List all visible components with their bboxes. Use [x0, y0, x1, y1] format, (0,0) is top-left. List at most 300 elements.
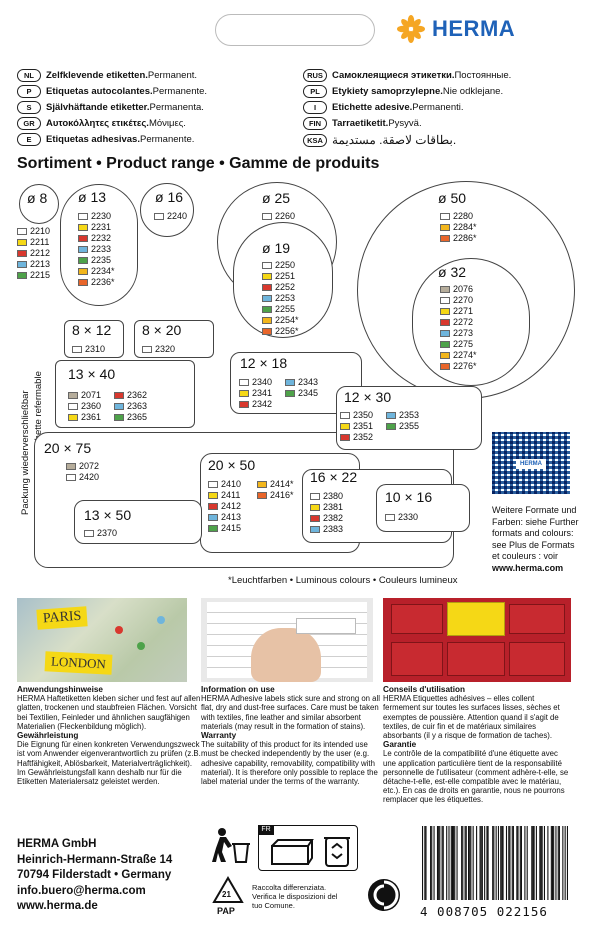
- color-swatch: [78, 235, 88, 242]
- color-swatch: [262, 317, 272, 324]
- color-swatch: [114, 414, 124, 421]
- article-number: [440, 233, 477, 243]
- article-code: 2254*: [275, 315, 299, 325]
- article-code: 2351: [353, 421, 374, 431]
- color-swatch: [208, 525, 218, 532]
- color-swatch: [440, 286, 450, 293]
- article-number: [68, 390, 101, 400]
- language-line: [17, 117, 186, 130]
- barcode-bar: [473, 826, 474, 900]
- article-code: 2342: [252, 399, 273, 409]
- barcode-bar: [470, 826, 471, 900]
- barcode-bar: [540, 826, 541, 900]
- barcode-bar: [466, 826, 467, 900]
- language-label: بطاقات لاصقة. مستديمة.: [332, 133, 457, 147]
- article-code: 2284*: [453, 222, 477, 232]
- barcode-bar: [492, 826, 493, 900]
- warranty-text: The suitability of this product for its intended use must be checked independently by the user (e.g. adhesive capability, removability, compatibility with material). It is therefore only possible to replace the label material under the terms of the warranty.: [201, 740, 378, 787]
- article-code: 2240: [167, 211, 188, 221]
- article-code: 2270: [453, 295, 474, 305]
- color-swatch: [262, 213, 272, 220]
- barcode-bar: [451, 826, 452, 900]
- hang-tab: [215, 14, 375, 46]
- barcode-bar: [553, 826, 554, 900]
- barcode-bar: [446, 826, 447, 900]
- barcode-bar: [531, 826, 532, 900]
- format-label: 20 × 75: [44, 440, 92, 456]
- color-swatch: [310, 526, 320, 533]
- article-code: 2353: [399, 410, 420, 420]
- barcode-bar: [539, 826, 540, 900]
- article-number: [68, 412, 101, 422]
- article-number: [285, 388, 318, 398]
- color-swatch: [440, 363, 450, 370]
- color-swatch: [208, 514, 218, 521]
- article-number: [17, 259, 50, 269]
- language-label-bold: Etiquetas adhesivas.: [46, 134, 140, 145]
- article-code: 2414*: [270, 479, 294, 489]
- photo-label-paris: PARIS: [36, 606, 88, 629]
- article-number: [262, 211, 295, 221]
- usage-col-en: [201, 685, 386, 786]
- barcode-bar: [469, 826, 470, 900]
- color-swatch: [285, 390, 295, 397]
- language-line: [303, 101, 464, 114]
- photo-hand-labels: [201, 598, 373, 682]
- article-code: 2252: [275, 282, 296, 292]
- color-swatch: [78, 224, 88, 231]
- article-number: [386, 421, 419, 431]
- language-code-badge: FIN: [303, 117, 327, 130]
- article-number: [208, 501, 241, 511]
- article-code: 2380: [323, 491, 344, 501]
- barcode-bar: [488, 826, 489, 900]
- article-code: 2255: [275, 304, 296, 314]
- street: Heinrich-Hermann-Straße 14: [17, 853, 173, 866]
- article-code: 2343: [298, 377, 319, 387]
- photo-label-london: LONDON: [45, 651, 113, 674]
- barcode: [420, 826, 572, 902]
- barcode-bar: [422, 826, 423, 900]
- format-label: 16 × 22: [310, 469, 358, 485]
- article-number: [440, 295, 473, 305]
- format-label: ø 16: [155, 189, 184, 205]
- color-swatch: [17, 272, 27, 279]
- color-swatch: [208, 503, 218, 510]
- usage-col-de: [17, 685, 202, 786]
- article-code: 2410: [221, 479, 242, 489]
- barcode-bar: [457, 826, 458, 900]
- article-number: [208, 512, 241, 522]
- article-number: [440, 211, 473, 221]
- usage-text: HERMA Adhesive labels stick sure and strong on all flat, dry and dust-free surfaces. Care must be taken with textiles, fine leather and similar absorbent materials (may result in the formation of stains).: [201, 694, 380, 731]
- language-label-bold: Самоклеящиеся этикетки.: [332, 70, 455, 81]
- barcode-bar: [558, 826, 559, 900]
- warranty-text: Die Eignung für einen konkreten Verwendungszweck ist vom Anwender eigenverantwortlich zu prüfen (z.B. Haftfähigkeit, Ablösbarkeit, Materialverträglichkeit). Im Gewährleistungsfall kann deshalb nur für die Etiketten Materialersatz geleistet werden.: [17, 740, 201, 787]
- barcode-bar: [498, 826, 499, 900]
- color-swatch: [285, 379, 295, 386]
- article-code: 2232: [91, 233, 112, 243]
- barcode-bar: [527, 826, 528, 900]
- barcode-bar: [424, 826, 425, 900]
- address-block: [17, 837, 172, 915]
- usage-text: HERMA Etiquettes adhésives – elles collent fermement sur toutes les surfaces lisses, sèches et exemptes de poussière. Attention quand il s'agit de textiles, de cuir fin et de matériaux similaires absorbants (il y a risque de formation de taches).: [383, 694, 560, 741]
- recycle-bin-icon: [322, 834, 352, 868]
- barcode-bar: [425, 826, 426, 900]
- article-code: 2272: [453, 317, 474, 327]
- recycle-note: Raccolta differenziata. Verifica le disposizioni del tuo Comune.: [252, 883, 338, 910]
- barcode-bar: [442, 826, 443, 900]
- color-swatch: [262, 295, 272, 302]
- article-number: [208, 523, 241, 533]
- barcode-bar: [512, 826, 513, 900]
- barcode-bar: [452, 826, 453, 900]
- usage-text: HERMA Haftetiketten kleben sicher und fest auf allen glatten, trockenen und staubfreien Flächen. Vorsicht bei Textilien, Feinleder und ähnlichen saugfähigen Materialien (Fleckenbildung möglich).: [17, 694, 201, 731]
- language-label-bold: Självhäftande etiketter.: [46, 102, 150, 113]
- article-number: [440, 339, 473, 349]
- article-number: [262, 282, 295, 292]
- article-number: [262, 271, 295, 281]
- article-number: [340, 410, 373, 420]
- color-swatch: [440, 352, 450, 359]
- article-code: 2383: [323, 524, 344, 534]
- color-swatch: [208, 481, 218, 488]
- article-code: 2215: [30, 270, 51, 280]
- article-number: [78, 255, 111, 265]
- language-label: Permanenta.: [149, 102, 204, 113]
- article-code: 2413: [221, 512, 242, 522]
- article-number: [68, 401, 101, 411]
- barcode-bar: [431, 826, 432, 900]
- barcode-bar: [532, 826, 533, 900]
- barcode-bar: [534, 826, 535, 900]
- barcode-bar: [486, 826, 487, 900]
- barcode-bar: [500, 826, 501, 900]
- language-line: [17, 101, 204, 114]
- barcode-bar: [555, 826, 556, 900]
- language-label: Постоянные.: [454, 70, 512, 81]
- article-code: 2382: [323, 513, 344, 523]
- article-number: [440, 284, 473, 294]
- color-swatch: [154, 213, 164, 220]
- article-code: 2360: [81, 401, 102, 411]
- article-code: 2361: [81, 412, 102, 422]
- email-link[interactable]: info.buero@herma.com: [17, 884, 146, 897]
- language-label-bold: Tarraetiketit.: [332, 118, 389, 129]
- article-number: [440, 350, 477, 360]
- barcode-bar: [524, 826, 525, 900]
- color-swatch: [440, 330, 450, 337]
- article-number: [385, 512, 418, 522]
- barcode-bar: [544, 826, 545, 900]
- article-code: 2330: [398, 512, 419, 522]
- photo-map-labels: [17, 598, 187, 682]
- barcode-bar: [484, 826, 485, 900]
- color-swatch: [78, 279, 88, 286]
- article-code: 2230: [91, 211, 112, 221]
- barcode-bar: [465, 826, 466, 900]
- article-number: [239, 399, 272, 409]
- format-label: ø 13: [78, 189, 107, 205]
- format-label: 12 × 30: [344, 389, 392, 405]
- article-number: [78, 277, 115, 287]
- article-number: [440, 361, 477, 371]
- format-label: 13 × 50: [84, 507, 132, 523]
- barcode-bar: [453, 826, 454, 900]
- article-code: 2420: [79, 472, 100, 482]
- article-code: 2345: [298, 388, 319, 398]
- usage-heading: Information on use: [201, 685, 275, 694]
- barcode-bar: [513, 826, 514, 900]
- article-number: [257, 490, 294, 500]
- barcode-bar: [552, 826, 553, 900]
- language-label-bold: Etykiety samoprzylepne.: [332, 86, 443, 97]
- article-number: [340, 432, 373, 442]
- color-swatch: [386, 412, 396, 419]
- barcode-bar: [565, 826, 566, 900]
- color-swatch: [262, 262, 272, 269]
- article-code: 2076: [453, 284, 474, 294]
- article-number: [66, 472, 99, 482]
- barcode-bar: [430, 826, 431, 900]
- article-code: 2236*: [91, 277, 115, 287]
- article-number: [262, 304, 295, 314]
- barcode-bar: [559, 826, 560, 900]
- article-number: [114, 412, 147, 422]
- article-code: 2072: [79, 461, 100, 471]
- article-code: 2416*: [270, 490, 294, 500]
- barcode-bar: [439, 826, 440, 900]
- article-number: [17, 226, 50, 236]
- language-label: Pysyvä.: [388, 118, 422, 129]
- language-code-badge: S: [17, 101, 41, 114]
- article-number: [257, 479, 294, 489]
- language-label: Μόνιμες.: [148, 118, 186, 129]
- green-dot-icon: [367, 878, 401, 912]
- article-number: [208, 479, 241, 489]
- color-swatch: [68, 403, 78, 410]
- format-label: ø 8: [27, 190, 48, 206]
- color-swatch: [114, 392, 124, 399]
- article-code: 2340: [252, 377, 273, 387]
- article-number: [78, 233, 111, 243]
- color-swatch: [262, 284, 272, 291]
- format-label: 10 × 16: [385, 489, 433, 505]
- color-swatch: [262, 306, 272, 313]
- article-number: [142, 344, 175, 354]
- language-code-badge: E: [17, 133, 41, 146]
- article-number: [114, 390, 147, 400]
- more-formats-desc: Weitere Formate und Farben: siehe Further formats and colours: see Plus de Formats et couleurs : voir: [492, 505, 579, 561]
- color-swatch: [440, 213, 450, 220]
- article-code: 2251: [275, 271, 296, 281]
- article-number: [262, 260, 295, 270]
- article-code: 2370: [97, 528, 118, 538]
- language-label: Permanenti.: [412, 102, 464, 113]
- more-formats-url[interactable]: www.herma.com: [492, 562, 564, 573]
- color-swatch: [386, 423, 396, 430]
- article-number: [114, 401, 147, 411]
- barcode-bar: [448, 826, 449, 900]
- barcode-bar: [516, 826, 517, 900]
- language-line: [17, 85, 207, 98]
- color-swatch: [78, 268, 88, 275]
- barcode-bar: [521, 826, 522, 900]
- color-swatch: [17, 239, 27, 246]
- article-code: 2212: [30, 248, 51, 258]
- article-number: [310, 513, 343, 523]
- format-label: ø 32: [438, 264, 467, 280]
- usage-heading: Conseils d'utilisation: [383, 685, 466, 694]
- barcode-bar: [434, 826, 435, 900]
- article-number: [78, 222, 111, 232]
- article-number: [17, 248, 50, 258]
- usage-heading: Anwendungshinweise: [17, 685, 103, 694]
- color-swatch: [66, 463, 76, 470]
- article-code: 2411: [221, 490, 241, 500]
- barcode-bar: [437, 826, 438, 900]
- article-code: 2275: [453, 339, 474, 349]
- city: 70794 Filderstadt • Germany: [17, 869, 172, 881]
- format-label: ø 25: [262, 190, 291, 206]
- article-number: [310, 502, 343, 512]
- article-code: 2365: [127, 412, 148, 422]
- article-number: [154, 211, 187, 221]
- format-label: ø 50: [438, 190, 467, 206]
- article-number: [78, 266, 115, 276]
- color-swatch: [257, 492, 267, 499]
- color-swatch: [84, 530, 94, 537]
- language-code-badge: NL: [17, 69, 41, 82]
- warranty-text: Le contrôle de la compatibilité d'une étiquette avec une application particulière tient de la responsabilité personnelle de l'utilisateur (comment adhère-t-elle, se détache-t-elle, est-elle compatible avec le matériau, etc.). En cas de droits en garantie, nous ne pourrons remplacer que les étiquettes.: [383, 749, 569, 805]
- barcode-bar: [461, 826, 462, 900]
- article-number: [310, 524, 343, 534]
- article-number: [17, 270, 50, 280]
- web-link[interactable]: www.herma.de: [17, 900, 98, 912]
- color-swatch: [17, 261, 27, 268]
- language-code-badge: RUS: [303, 69, 327, 82]
- article-number: [440, 328, 473, 338]
- article-number: [262, 326, 299, 336]
- barcode-bar: [438, 826, 439, 900]
- color-swatch: [142, 346, 152, 353]
- qr-brand-label: HERMA: [516, 459, 546, 469]
- article-code: 2231: [91, 222, 112, 232]
- format-label: 8 × 20: [142, 322, 182, 338]
- language-code-badge: PL: [303, 85, 327, 98]
- color-swatch: [72, 346, 82, 353]
- article-number: [72, 344, 105, 354]
- color-swatch: [68, 392, 78, 399]
- color-swatch: [340, 423, 350, 430]
- color-swatch: [66, 474, 76, 481]
- article-code: 2381: [323, 502, 344, 512]
- language-line: [303, 85, 503, 98]
- language-line: [303, 133, 456, 147]
- article-number: [17, 237, 49, 247]
- article-number: [78, 244, 111, 254]
- herma-logo: [396, 14, 515, 44]
- barcode-bar: [496, 826, 497, 900]
- language-code-badge: GR: [17, 117, 41, 130]
- barcode-bar: [462, 826, 463, 900]
- article-code: 2415: [221, 523, 242, 533]
- color-swatch: [310, 493, 320, 500]
- company-name: HERMA GmbH: [17, 838, 97, 850]
- section-heading: Sortiment • Product range • Gamme de produits: [17, 155, 380, 172]
- warranty-heading: Gewährleistung: [17, 731, 79, 741]
- article-code: 2352: [353, 432, 374, 442]
- article-code: 2213: [30, 259, 51, 269]
- barcode-bar: [493, 826, 494, 900]
- article-number: [262, 293, 295, 303]
- color-swatch: [78, 257, 88, 264]
- article-code: 2211: [30, 237, 50, 247]
- person-bin-icon: [212, 826, 252, 864]
- article-code: 2363: [127, 401, 148, 411]
- article-code: 2071: [81, 390, 102, 400]
- format-label: 13 × 40: [68, 366, 116, 382]
- reclosable-text-de: Packung wiederverschließbar: [20, 390, 31, 515]
- barcode-bar: [481, 826, 482, 900]
- color-swatch: [440, 235, 450, 242]
- barcode-bar: [536, 826, 537, 900]
- format-label: 8 × 12: [72, 322, 112, 338]
- color-swatch: [78, 246, 88, 253]
- article-code: 2350: [353, 410, 374, 420]
- format-label: 20 × 50: [208, 457, 256, 473]
- luminous-note: *Leuchtfarben • Luminous colours • Couleurs lumineux: [228, 575, 458, 586]
- color-swatch: [340, 434, 350, 441]
- article-number: [340, 421, 373, 431]
- color-swatch: [440, 341, 450, 348]
- box-icon: [268, 838, 314, 866]
- color-swatch: [440, 297, 450, 304]
- language-line: [303, 117, 422, 130]
- article-code: 2256*: [275, 326, 299, 336]
- barcode-bar: [443, 826, 444, 900]
- article-code: 2233: [91, 244, 112, 254]
- article-code: 2362: [127, 390, 148, 400]
- language-line: [303, 69, 511, 82]
- article-code: 2253: [275, 293, 296, 303]
- usage-col-fr: [383, 685, 573, 805]
- article-number: [66, 461, 99, 471]
- article-code: 2235: [91, 255, 112, 265]
- barcode-bar: [468, 826, 469, 900]
- language-label: Permanente.: [139, 134, 195, 145]
- article-number: [78, 211, 111, 221]
- color-swatch: [17, 228, 27, 235]
- color-swatch: [17, 250, 27, 257]
- barcode-bar: [542, 826, 543, 900]
- language-line: [17, 133, 194, 146]
- barcode-bar: [476, 826, 477, 900]
- article-number: [285, 377, 318, 387]
- article-code: 2320: [155, 344, 176, 354]
- language-label: Nie odklejane.: [442, 86, 504, 97]
- color-swatch: [385, 514, 395, 521]
- language-line: [17, 69, 197, 82]
- article-code: 2274*: [453, 350, 477, 360]
- barcode-bar: [454, 826, 455, 900]
- article-code: 2412: [221, 501, 242, 511]
- format-label: ø 19: [262, 240, 291, 256]
- photo-storage-bins: [383, 598, 571, 682]
- barcode-bar: [520, 826, 521, 900]
- warranty-heading: Garantie: [383, 740, 417, 750]
- article-number: [440, 317, 473, 327]
